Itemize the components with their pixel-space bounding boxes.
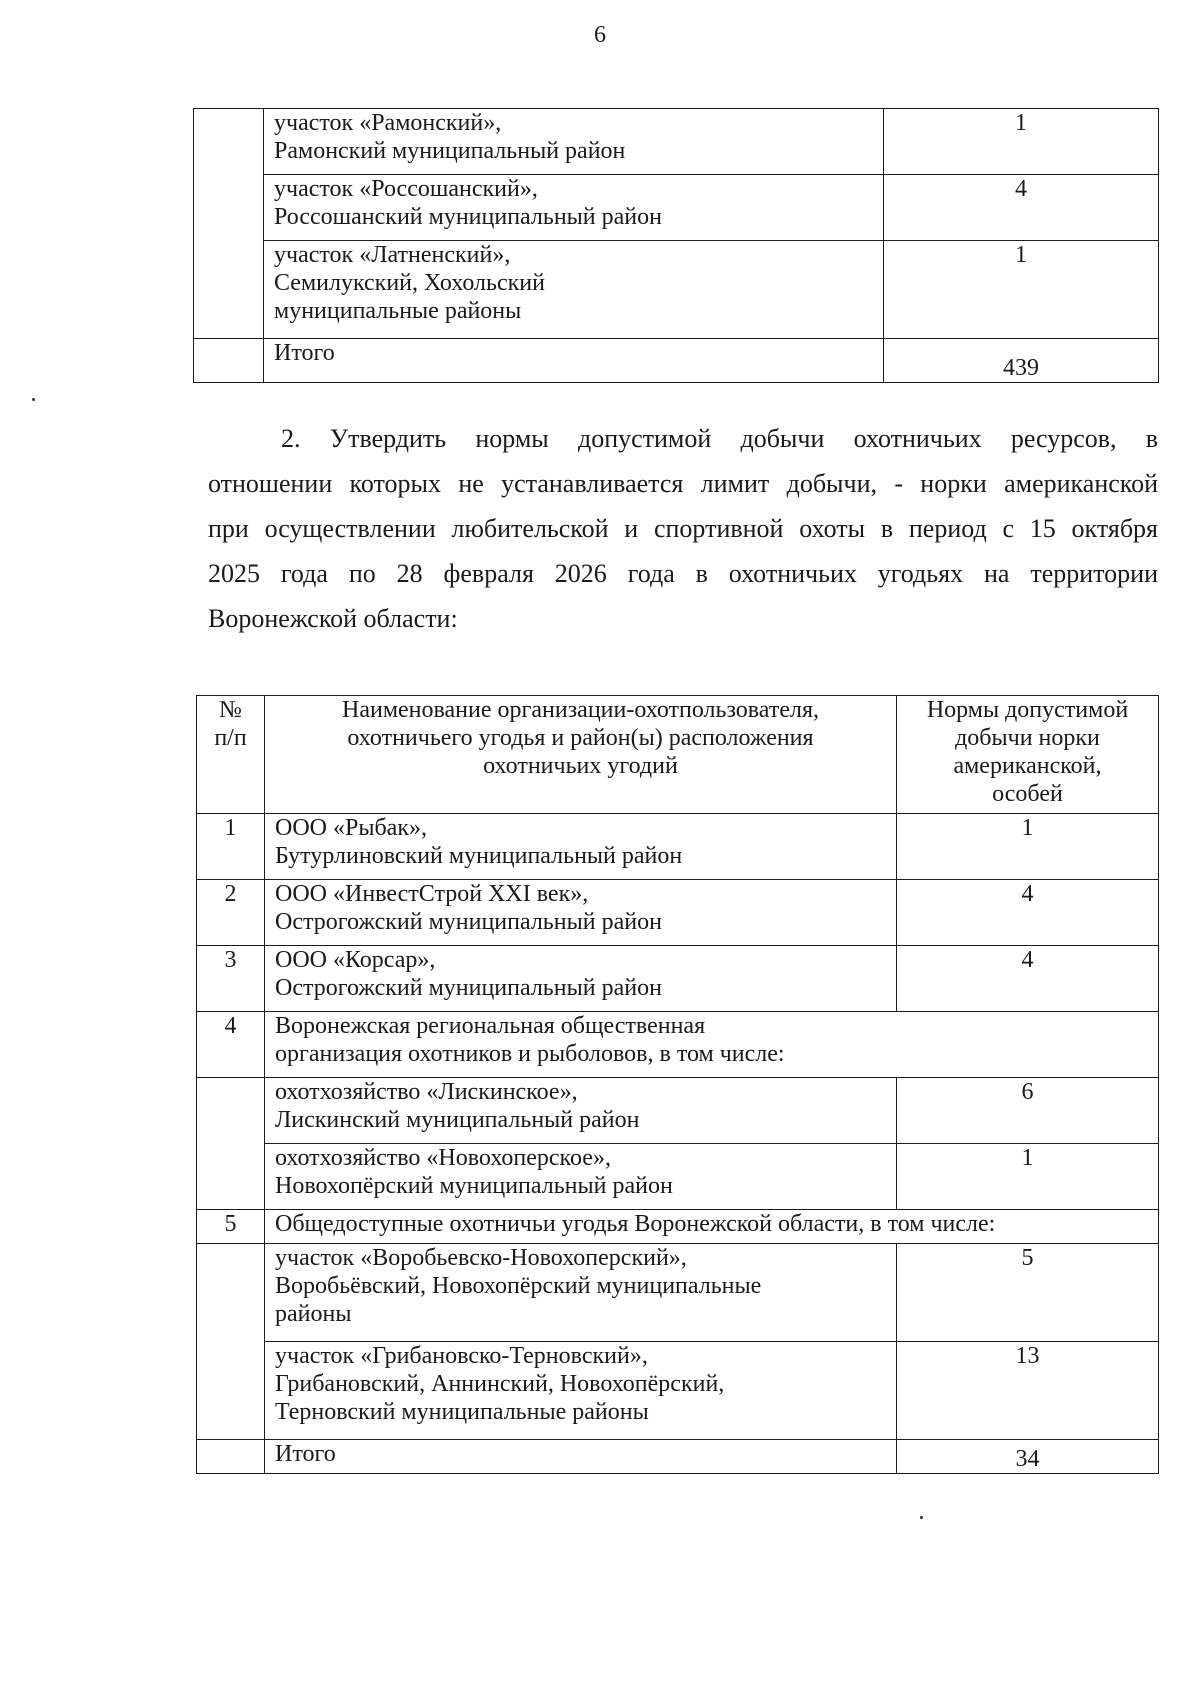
value-cell: 1 <box>897 814 1159 880</box>
table-row <box>197 814 1159 880</box>
name-cell: участок «Рамонский», Рамонский муниципальный район <box>264 109 884 175</box>
hunting-grounds-table-continuation <box>193 108 1159 383</box>
name-cell: охотхозяйство «Новохоперское», Новохопёрский муниципальный район <box>265 1144 897 1210</box>
row-number-cell: 2 <box>197 880 265 946</box>
value-cell: 5 <box>897 1244 1159 1342</box>
table-row <box>194 109 1159 175</box>
table-row <box>197 1144 1159 1210</box>
row-number-cell <box>197 1078 265 1210</box>
total-value: 34 <box>897 1440 1159 1474</box>
total-row <box>197 1440 1159 1474</box>
value-cell: 4 <box>897 880 1159 946</box>
value-cell: 4 <box>897 946 1159 1012</box>
table-row <box>197 946 1159 1012</box>
resolution-paragraph: 2. Утвердить нормы допустимой добычи охотничьих ресурсов, в отношении которых не устанавливается лимит добычи, - норки американской при осуществлении любительской и спортивной охоты в период с 15 октября 2025 года по 28 февраля 2026 года в охотничьих угодьях на территории Воронежской области: <box>208 424 1158 633</box>
header-value-cell: Нормы допустимой добычи норки американской, особей <box>897 696 1159 814</box>
group-row <box>197 1012 1159 1078</box>
scan-speck <box>32 398 35 401</box>
name-cell: охотхозяйство «Лискинское», Лискинский муниципальный район <box>265 1078 897 1144</box>
table-header-row <box>197 696 1159 814</box>
page-number: 6 <box>594 22 606 48</box>
table-row <box>197 1342 1159 1440</box>
group-row <box>197 1210 1159 1244</box>
scan-speck <box>920 1516 923 1519</box>
header-name-cell: Наименование организации-охотпользователя, охотничьего угодья и район(ы) расположения охотничьих угодий <box>265 696 897 814</box>
name-cell: участок «Россошанский», Россошанский муниципальный район <box>264 175 884 241</box>
total-value: 439 <box>884 339 1159 383</box>
table-row <box>194 175 1159 241</box>
name-cell: ООО «Рыбак», Бутурлиновский муниципальный район <box>265 814 897 880</box>
value-cell: 13 <box>897 1342 1159 1440</box>
group-name-cell: Воронежская региональная общественная организация охотников и рыболовов, в том числе: <box>265 1012 1159 1078</box>
row-number-cell: 1 <box>197 814 265 880</box>
name-cell: ООО «ИнвестСтрой XXI век», Острогожский муниципальный район <box>265 880 897 946</box>
row-number-cell <box>197 1244 265 1440</box>
table-row <box>194 241 1159 339</box>
table-row <box>197 880 1159 946</box>
total-label: Итого <box>264 339 884 383</box>
row-number-cell: 3 <box>197 946 265 1012</box>
value-cell: 6 <box>897 1078 1159 1144</box>
total-row <box>194 339 1159 383</box>
name-cell: участок «Воробьевско-Новохоперский», Воробьёвский, Новохопёрский муниципальные районы <box>265 1244 897 1342</box>
table-row <box>197 1078 1159 1144</box>
row-number-cell <box>197 1440 265 1474</box>
table-row <box>197 1244 1159 1342</box>
row-number-cell <box>194 109 264 339</box>
name-cell: участок «Грибановско-Терновский», Грибановский, Аннинский, Новохопёрский, Терновский муниципальные районы <box>265 1342 897 1440</box>
header-num-cell: № п/п <box>197 696 265 814</box>
value-cell: 1 <box>897 1144 1159 1210</box>
name-cell: участок «Латненский», Семилукский, Хохольский муниципальные районы <box>264 241 884 339</box>
row-number-cell <box>194 339 264 383</box>
value-cell: 1 <box>884 241 1159 339</box>
total-label: Итого <box>265 1440 897 1474</box>
value-cell: 1 <box>884 109 1159 175</box>
group-name-cell: Общедоступные охотничьи угодья Воронежской области, в том числе: <box>265 1210 1159 1244</box>
name-cell: ООО «Корсар», Острогожский муниципальный район <box>265 946 897 1012</box>
mink-quota-table <box>196 695 1159 1474</box>
row-number-cell: 4 <box>197 1012 265 1078</box>
value-cell: 4 <box>884 175 1159 241</box>
row-number-cell: 5 <box>197 1210 265 1244</box>
